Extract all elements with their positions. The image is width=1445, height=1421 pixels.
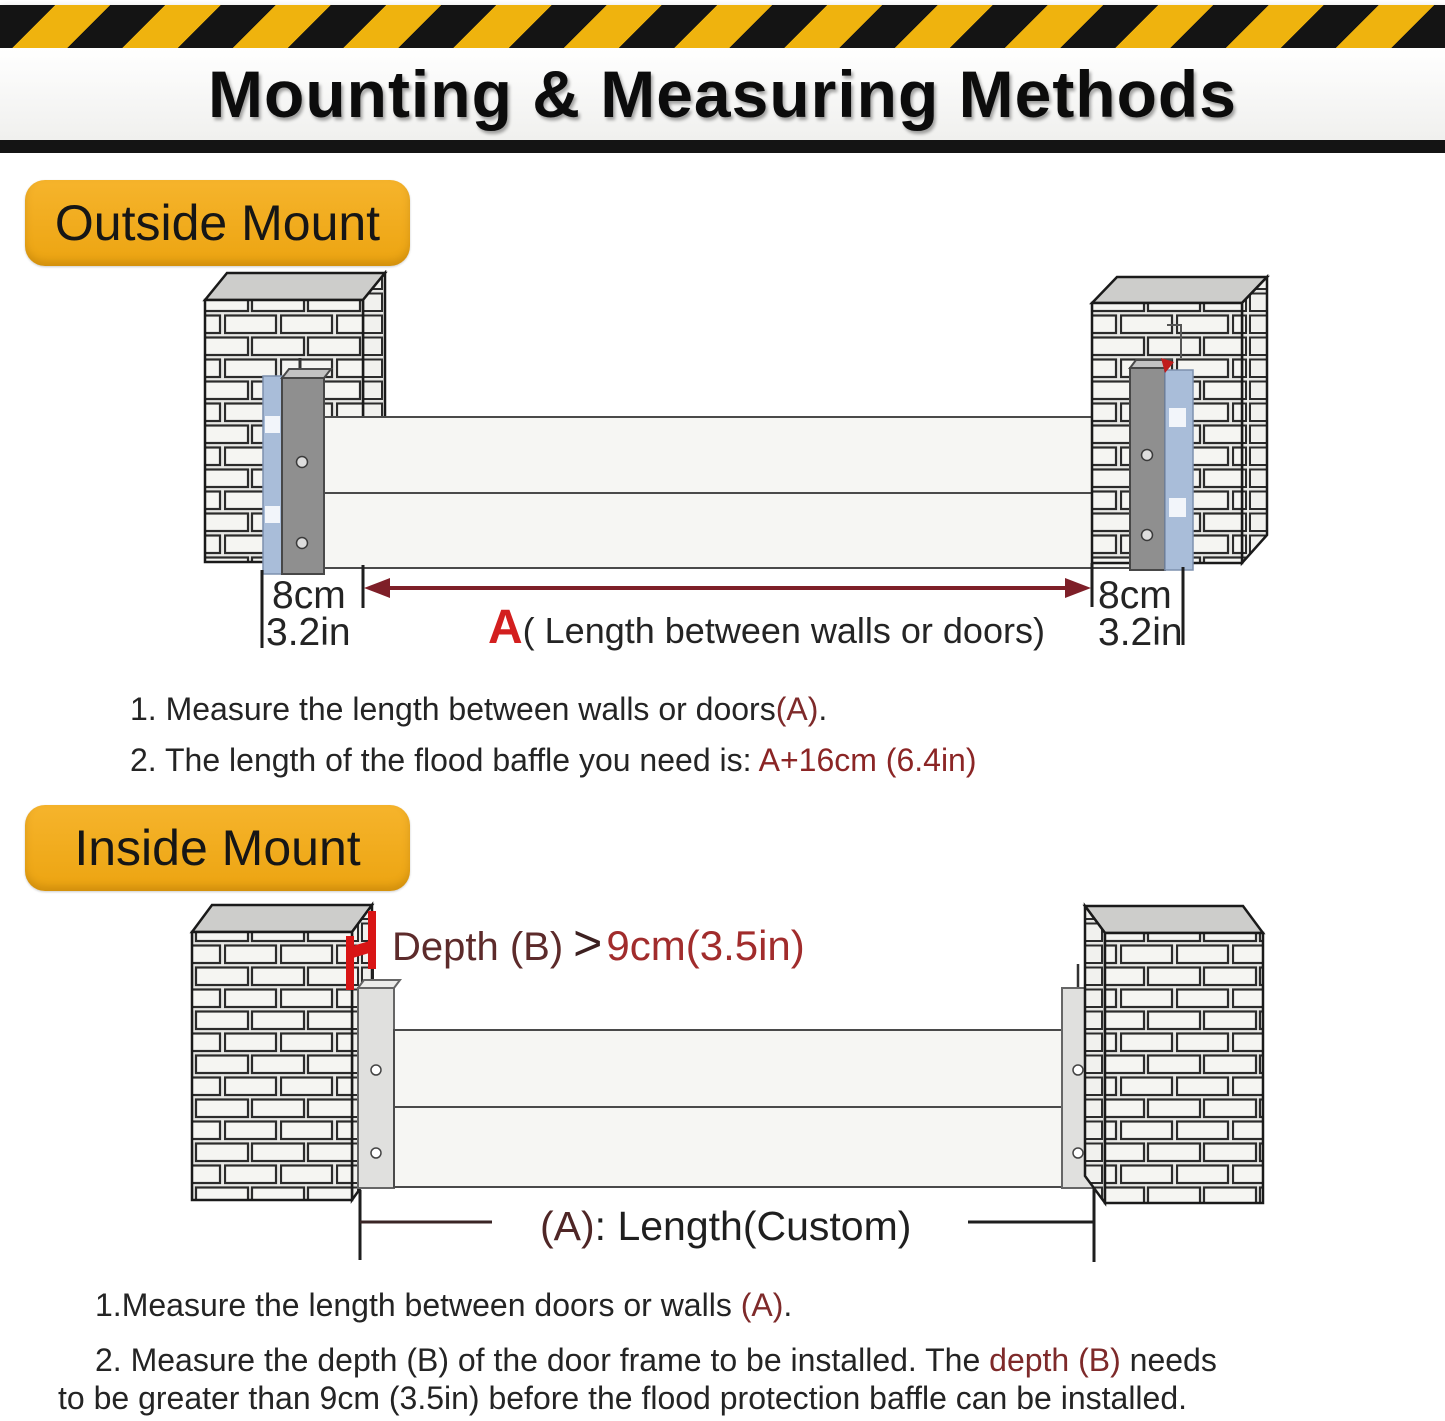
header-divider [0, 140, 1445, 153]
pillar-side-face [1242, 277, 1267, 563]
pillar-top-face [1085, 906, 1263, 933]
length-annotation [488, 601, 1045, 654]
outside-right-seal-strip [1165, 370, 1193, 570]
screw-hole [371, 1065, 381, 1075]
instruction-accent: (A) [775, 691, 819, 727]
inside-instruction-2-line1 [95, 1341, 1217, 1379]
hazard-stripe-band [0, 5, 1445, 48]
instruction-text: to be greater than 9cm (3.5in) before the flood protection baffle can be installed. [58, 1380, 1188, 1416]
instruction-text: 1.Measure the length between doors or walls [95, 1287, 741, 1323]
screw-hole [371, 1148, 381, 1158]
screw-hole [1073, 1148, 1083, 1158]
length-annotation-accent: A [488, 601, 523, 654]
right-offset-cm-label: 8cm [1098, 574, 1172, 617]
page-title: Mounting & Measuring Methods [208, 57, 1237, 131]
screw-hole [297, 457, 308, 468]
greater-than-sign: > [573, 915, 603, 971]
instruction-accent: A+16cm (6.4in) [758, 742, 977, 778]
outside-mount-badge-label: Outside Mount [54, 195, 381, 251]
inside-left-wall-pillar [192, 905, 372, 1200]
pillar-top-face [192, 905, 372, 932]
inside-mount-badge [25, 805, 410, 891]
pillar-front-face [1105, 933, 1263, 1203]
pillar-top-face [205, 273, 385, 300]
left-offset-cm-label: 8cm [272, 574, 346, 617]
instruction-accent: (A) [740, 1287, 784, 1323]
instruction-accent: depth (B) [989, 1342, 1121, 1378]
outside-flood-barrier-panel [324, 417, 1130, 568]
instruction-text: 2. Measure the depth (B) of the door frame to be installed. The [95, 1342, 990, 1378]
outside-mount-diagram [0, 270, 1445, 680]
screw-hole [1142, 530, 1153, 541]
inside-length-annotation [540, 1203, 911, 1249]
inside-right-wall-pillar [1085, 906, 1263, 1203]
outside-instruction-2 [130, 741, 977, 779]
pillar-side-face [1085, 906, 1105, 1203]
pillar-top-face [1092, 277, 1267, 303]
depth-value: 9cm(3.5in) [606, 922, 805, 969]
instruction-text: . [818, 691, 828, 727]
length-rest: : Length(Custom) [594, 1203, 912, 1249]
depth-annotation [392, 915, 805, 971]
screw-hole [1142, 450, 1153, 461]
inside-instruction-2-line2 [58, 1379, 1187, 1417]
pillar-front-face [192, 932, 352, 1200]
inside-instruction-1 [95, 1286, 792, 1324]
length-accent: (A) [540, 1203, 595, 1249]
instruction-text: . [783, 1287, 793, 1323]
right-offset-in-label: 3.2in [1098, 611, 1183, 654]
instruction-text: 2. The length of the flood baffle you need is: [130, 742, 759, 778]
screw-hole [297, 538, 308, 549]
arrow-head-right-icon [1065, 578, 1091, 598]
outside-left-seal-strip [263, 376, 283, 574]
inside-flood-barrier-panel [394, 1030, 1062, 1187]
title-band [0, 48, 1445, 140]
left-offset-in-label: 3.2in [266, 611, 351, 654]
arrow-head-left-icon [364, 578, 390, 598]
length-dimension-arrow [364, 578, 1091, 598]
instruction-text: 1. Measure the length between walls or doors [130, 691, 776, 727]
inside-mount-badge-label: Inside Mount [74, 820, 361, 876]
screw-hole [1073, 1065, 1083, 1075]
depth-label: Depth (B) [392, 925, 564, 969]
inside-mount-diagram [0, 900, 1445, 1285]
outside-mount-badge [25, 180, 410, 266]
length-annotation-rest: ( Length between walls or doors) [522, 610, 1045, 651]
outside-instruction-1 [130, 690, 827, 728]
instruction-text: needs [1120, 1342, 1217, 1378]
